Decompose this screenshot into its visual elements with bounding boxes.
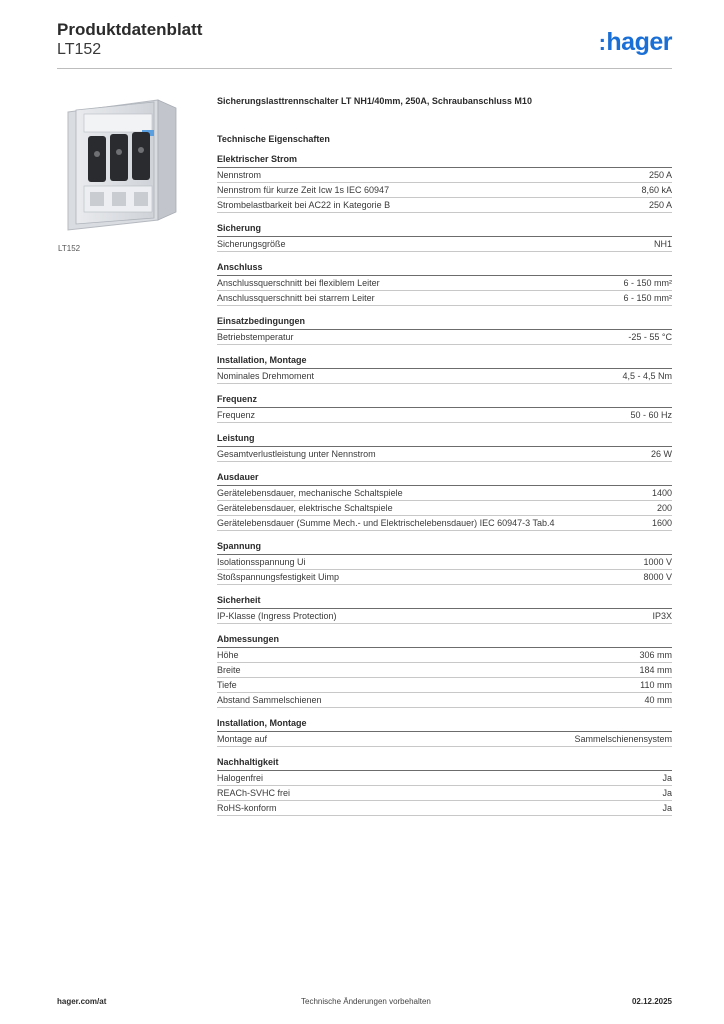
property-label: Gerätelebensdauer, elektrische Schaltspiele: [217, 503, 393, 513]
property-label: Höhe: [217, 650, 239, 660]
property-section: [217, 433, 672, 462]
property-section: [217, 634, 672, 708]
property-value: -25 - 55 °C: [628, 332, 672, 342]
property-label: Nennstrom für kurze Zeit Icw 1s IEC 60947: [217, 185, 390, 195]
property-section: [217, 718, 672, 747]
page-title: Produktdatenblatt: [57, 20, 203, 39]
property-label: Montage auf: [217, 734, 268, 744]
property-value: 1600: [651, 518, 672, 528]
property-label: Abstand Sammelschienen: [217, 695, 322, 705]
property-value: 6 - 150 mm²: [623, 293, 672, 303]
main-content: [217, 96, 672, 826]
property-row: [217, 330, 672, 345]
property-label: Gerätelebensdauer, mechanische Schaltspiele: [217, 488, 403, 498]
product-name: Sicherungslasttrennschalter LT NH1/40mm, 250A, Schraubanschluss M10: [217, 96, 532, 106]
property-row: [217, 609, 672, 624]
property-value: 50 - 60 Hz: [630, 410, 672, 420]
header: [57, 20, 202, 60]
property-value: 26 W: [650, 449, 672, 459]
property-row: [217, 732, 672, 747]
product-code: LT152: [57, 41, 102, 58]
section-heading: Spannung: [217, 541, 672, 555]
property-label: Halogenfrei: [217, 773, 264, 783]
properties-sections: [217, 154, 672, 816]
property-row: [217, 693, 672, 708]
property-value: 1000 V: [643, 557, 672, 567]
property-label: Sicherungsgröße: [217, 239, 286, 249]
property-value: 8,60 kA: [641, 185, 672, 195]
property-row: [217, 771, 672, 786]
property-value: 250 A: [648, 200, 672, 210]
property-row: [217, 501, 672, 516]
property-label: Gerätelebensdauer (Summe Mech.- und Elektrischelebensdauer) IEC 60947-3 Tab.4: [217, 518, 555, 528]
property-row: [217, 555, 672, 570]
property-section: [217, 154, 672, 213]
property-value: Ja: [662, 773, 672, 783]
property-label: Nennstrom: [217, 170, 262, 180]
property-label: Strombelastbarkeit bei AC22 in Kategorie B: [217, 200, 391, 210]
property-label: Anschlussquerschnitt bei starrem Leiter: [217, 293, 375, 303]
section-heading: Installation, Montage: [217, 355, 672, 369]
property-label: Nominales Drehmoment: [217, 371, 315, 381]
property-row: [217, 486, 672, 501]
property-value: 1400: [651, 488, 672, 498]
property-value: 6 - 150 mm²: [623, 278, 672, 288]
image-caption: LT152: [58, 244, 81, 253]
property-section: [217, 394, 672, 423]
logo-text: hager: [606, 28, 672, 56]
property-section: [217, 757, 672, 816]
property-row: [217, 168, 672, 183]
property-label: Betriebstemperatur: [217, 332, 294, 342]
header-divider: [57, 68, 672, 69]
property-label: REACh-SVHC frei: [217, 788, 291, 798]
property-value: NH1: [653, 239, 672, 249]
property-value: 8000 V: [643, 572, 672, 582]
property-value: IP3X: [652, 611, 672, 621]
property-section: [217, 262, 672, 306]
property-value: 306 mm: [639, 650, 672, 660]
property-row: [217, 237, 672, 252]
property-value: Sammelschienensystem: [574, 734, 672, 744]
property-row: [217, 663, 672, 678]
property-value: Ja: [662, 803, 672, 813]
footer-notice: Technische Änderungen vorbehalten: [301, 997, 431, 1006]
section-heading: Installation, Montage: [217, 718, 672, 732]
section-heading: Elektrischer Strom: [217, 154, 672, 168]
property-value: 110 mm: [640, 680, 672, 690]
property-value: Ja: [662, 788, 672, 798]
property-label: Gesamtverlustleistung unter Nennstrom: [217, 449, 376, 459]
property-label: Breite: [217, 665, 241, 675]
section-heading: Anschluss: [217, 262, 672, 276]
section-heading: Einsatzbedingungen: [217, 316, 672, 330]
section-heading: Frequenz: [217, 394, 672, 408]
product-image: [58, 92, 200, 234]
property-label: Tiefe: [217, 680, 237, 690]
property-row: [217, 369, 672, 384]
property-value: 4,5 - 4,5 Nm: [622, 371, 672, 381]
property-row: [217, 183, 672, 198]
property-section: [217, 595, 672, 624]
section-heading: Sicherung: [217, 223, 672, 237]
footer-date: 02.12.2025: [631, 997, 672, 1006]
property-label: Stoßspannungsfestigkeit Uimp: [217, 572, 340, 582]
property-row: [217, 276, 672, 291]
property-row: [217, 408, 672, 423]
property-section: [217, 223, 672, 252]
property-row: [217, 801, 672, 816]
property-value: 250 A: [648, 170, 672, 180]
property-row: [217, 198, 672, 213]
property-label: Isolationsspannung Ui: [217, 557, 306, 567]
section-heading: Leistung: [217, 433, 672, 447]
property-row: [217, 516, 672, 531]
properties-title: Technische Eigenschaften: [217, 134, 330, 144]
section-heading: Sicherheit: [217, 595, 672, 609]
property-row: [217, 648, 672, 663]
property-row: [217, 570, 672, 585]
property-label: RoHS-konform: [217, 803, 277, 813]
property-value: 200: [656, 503, 672, 513]
property-row: [217, 786, 672, 801]
logo-colon-icon: :: [598, 30, 606, 55]
property-section: [217, 355, 672, 384]
property-section: [217, 472, 672, 531]
section-heading: Nachhaltigkeit: [217, 757, 672, 771]
property-section: [217, 316, 672, 345]
property-row: [217, 678, 672, 693]
section-heading: Abmessungen: [217, 634, 672, 648]
property-row: [217, 447, 672, 462]
section-heading: Ausdauer: [217, 472, 672, 486]
property-section: [217, 541, 672, 585]
footer-website[interactable]: hager.com/at: [57, 997, 107, 1006]
property-value: 184 mm: [639, 665, 672, 675]
property-row: [217, 291, 672, 306]
property-value: 40 mm: [644, 695, 672, 705]
property-label: IP-Klasse (Ingress Protection): [217, 611, 337, 621]
property-label: Frequenz: [217, 410, 256, 420]
hager-logo: [599, 28, 672, 57]
property-label: Anschlussquerschnitt bei flexiblem Leiter: [217, 278, 380, 288]
